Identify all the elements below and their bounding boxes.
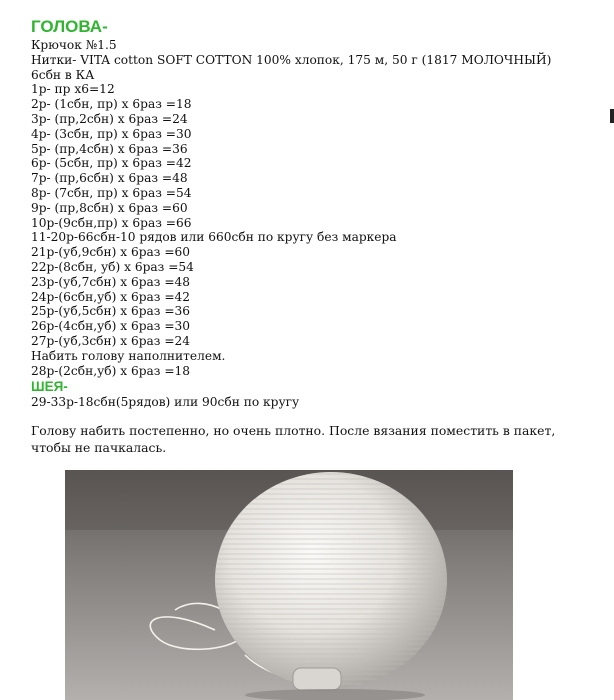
stuffing-note: Голову набить постепенно, но очень плотно. После вязания поместить в пакет, чтобы не пачкалась. (31, 423, 556, 456)
head-instruction-line: 24р-(6сбн,уб) х 6раз =42 (31, 289, 191, 304)
crocheted-head-photo (65, 470, 513, 700)
head-instruction-line: 26р-(4сбн,уб) х 6раз =30 (31, 319, 191, 334)
head-instruction-line: 27р-(уб,3сбн) х 6раз =24 (31, 333, 191, 348)
head-instruction-line: 3р- (пр,2сбн) х 6раз =24 (31, 111, 188, 126)
head-instruction-line: 25р-(уб,5сбн) х 6раз =36 (31, 304, 191, 319)
head-instruction-line: 23р-(уб,7сбн) х 6раз =48 (31, 274, 191, 289)
head-instruction-line: 2р- (1сбн, пр) х 6раз =18 (31, 97, 192, 112)
head-instruction-line: 5р- (пр,4сбн) х 6раз =36 (31, 141, 188, 156)
page-edge-mark (610, 109, 614, 123)
head-instruction-line: 6р- (5сбн, пр) х 6раз =42 (31, 156, 192, 171)
neck-instruction: 29-33р-18сбн(5рядов) или 90сбн по кругу (31, 395, 300, 410)
neck-section-title: ШЕЯ- (31, 379, 68, 395)
photo-illustration (65, 470, 513, 700)
head-instruction-line: Крючок №1.5 (31, 38, 117, 52)
head-instructions (31, 38, 591, 378)
head-instruction-line: 21р-(уб,9сбн) х 6раз =60 (31, 245, 191, 260)
head-instruction-line: Нитки- VITA cotton SOFT COTTON 100% хлопок, 175 м, 50 г (1817 МОЛОЧНЫЙ) (31, 52, 552, 67)
document-body (31, 16, 591, 456)
head-instruction-line: 11-20р-66сбн-10 рядов или 660сбн по кругу без маркера (31, 230, 397, 245)
head-instruction-line: 6сбн в КА (31, 67, 95, 82)
head-instruction-line: 1р- пр х6=12 (31, 82, 115, 97)
head-instruction-line: 8р- (7сбн, пр) х 6раз =54 (31, 185, 192, 200)
head-instruction-line: 7р- (пр,6сбн) х 6раз =48 (31, 171, 188, 186)
head-section-title: ГОЛОВА- (31, 17, 108, 36)
head-instruction-line: 10р-(9сбн,пр) х 6раз =66 (31, 215, 192, 230)
head-instruction-line: 22р-(8сбн, уб) х 6раз =54 (31, 259, 194, 274)
head-instruction-line: Набить голову наполнителем. (31, 348, 226, 363)
head-instruction-line: 9р- (пр,8сбн) х 6раз =60 (31, 200, 188, 215)
head-instruction-line: 4р- (3сбн, пр) х 6раз =30 (31, 126, 192, 141)
head-instruction-line: 28р-(2сбн,уб) х 6раз =18 (31, 363, 191, 378)
